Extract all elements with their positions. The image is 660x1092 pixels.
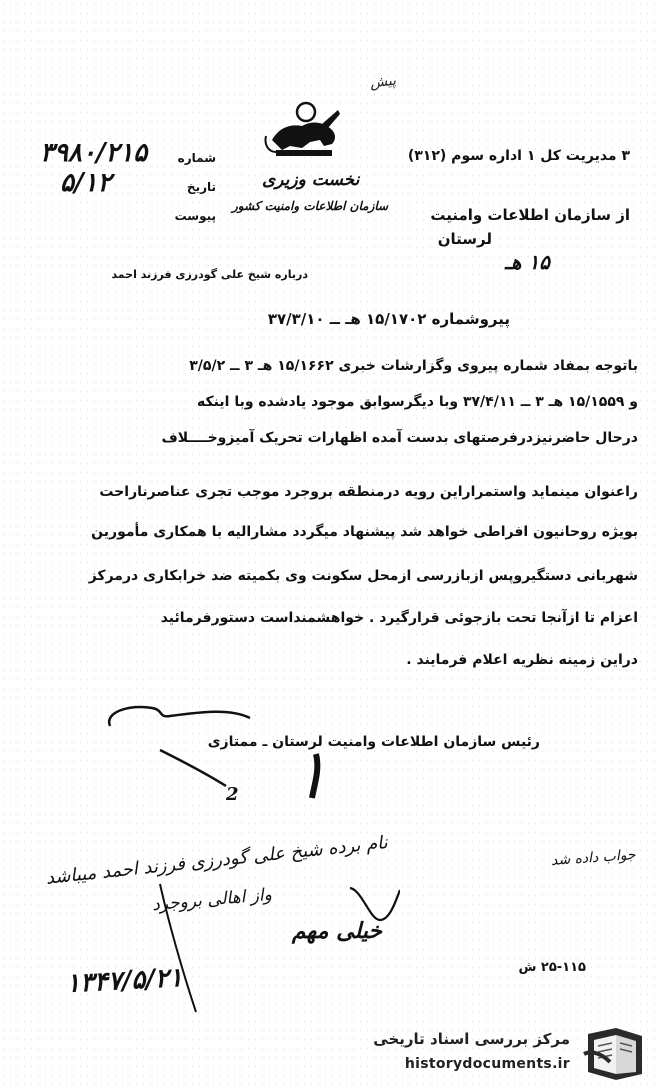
attachment-label: پیوست xyxy=(174,209,216,223)
footer-url: historydocuments.ir xyxy=(404,1056,570,1072)
date-value: ۵/۱۲ xyxy=(60,168,112,198)
number-label: شماره xyxy=(177,151,216,165)
from-line: از سازمان اطلاعات وامنیت xyxy=(430,206,630,224)
body-line-7: اعزام تا ازآنجا تحت بازجوئی قرارگیرد . خواهشمنداست دستورفرمائید xyxy=(160,610,638,626)
handwriting-strokes-icon xyxy=(100,880,400,1020)
handwritten-date: ۱۳۴۷/۵/۲۱ xyxy=(65,962,184,1000)
hand-number: ۱۵ هـ xyxy=(505,250,550,274)
number-value: ۳۹۸۰/۲۱۵ xyxy=(40,138,148,168)
archive-footer xyxy=(360,1022,652,1084)
handwritten-note-right: جواب داده شد xyxy=(550,847,637,869)
archive-code: ۲۵-۱۱۵ ش xyxy=(518,960,586,975)
body-line-4: راعنوان مینماید واستمراراین رویه درمنطقه بروجرد موجب تجری عناصرناراحت xyxy=(99,484,638,500)
emblem-caption: نخست وزیری xyxy=(262,170,360,190)
subject-line: درباره شیخ علی گودرزی فرزند احمد xyxy=(111,268,308,281)
handwritten-note-line-2: واز اهالی بروجرد xyxy=(151,884,273,916)
handwritten-note-line-1: نام برده شیخ علی گودرزی فرزند احمد میباشد xyxy=(44,832,389,889)
body-line-5: بویژه روحانیون افراطی خواهد شد پیشنهاد میگردد مشارالیه با همکاری مأمورین xyxy=(91,524,638,540)
body-line-8: دراین زمینه نظریه اعلام فرمایند . xyxy=(406,652,638,668)
signature-line: رئیس سازمان اطلاعات وامنیت لرستان ـ ممتازی xyxy=(207,734,540,750)
handwritten-note-line-3: خیلی مهم xyxy=(291,918,382,944)
body-line-3: درحال حاضرنیزدرفرصتهای بدست آمده اظهارات تحریک آمیزوخــــلاف xyxy=(161,430,638,446)
reference-line: پیروشماره ۱۵/۱۷۰۲ هـ ــ ۳۷/۳/۱۰ xyxy=(267,310,510,328)
header-labels xyxy=(170,144,216,231)
body-line-1: باتوجه بمفاد شماره پیروی وگزارشات خبری ۱۵/۱۶۶۲ هـ ۳ ــ ۳/۵/۲ xyxy=(189,358,638,374)
body-line-6: شهربانی دستگیروپس ازبازرسی ازمحل سکونت وی بکمیته ضد خرابکاری درمرکز xyxy=(88,568,638,584)
signature-number: 2 xyxy=(226,784,239,805)
from-line-2: لرستان xyxy=(437,230,492,248)
date-label: تاریخ xyxy=(186,180,216,194)
lion-and-sun-emblem-icon xyxy=(262,96,346,160)
recipient-line: ۳ مدیریت کل ۱ اداره سوم (۳۱۲) xyxy=(407,148,630,164)
footer-org-name: مرکز بررسی اسناد تاریخی xyxy=(373,1030,570,1048)
book-logo-icon xyxy=(582,1024,648,1082)
emblem-subcaption: سازمان اطلاعات وامنیت کشور xyxy=(232,199,389,213)
body-line-2: و ۱۵/۱۵۵۹ هـ ۳ ــ ۳۷/۴/۱۱ وبا دیگرسوابق موجود یادشده وبا اینکه xyxy=(197,394,638,410)
top-scribble: پیش xyxy=(369,72,397,92)
